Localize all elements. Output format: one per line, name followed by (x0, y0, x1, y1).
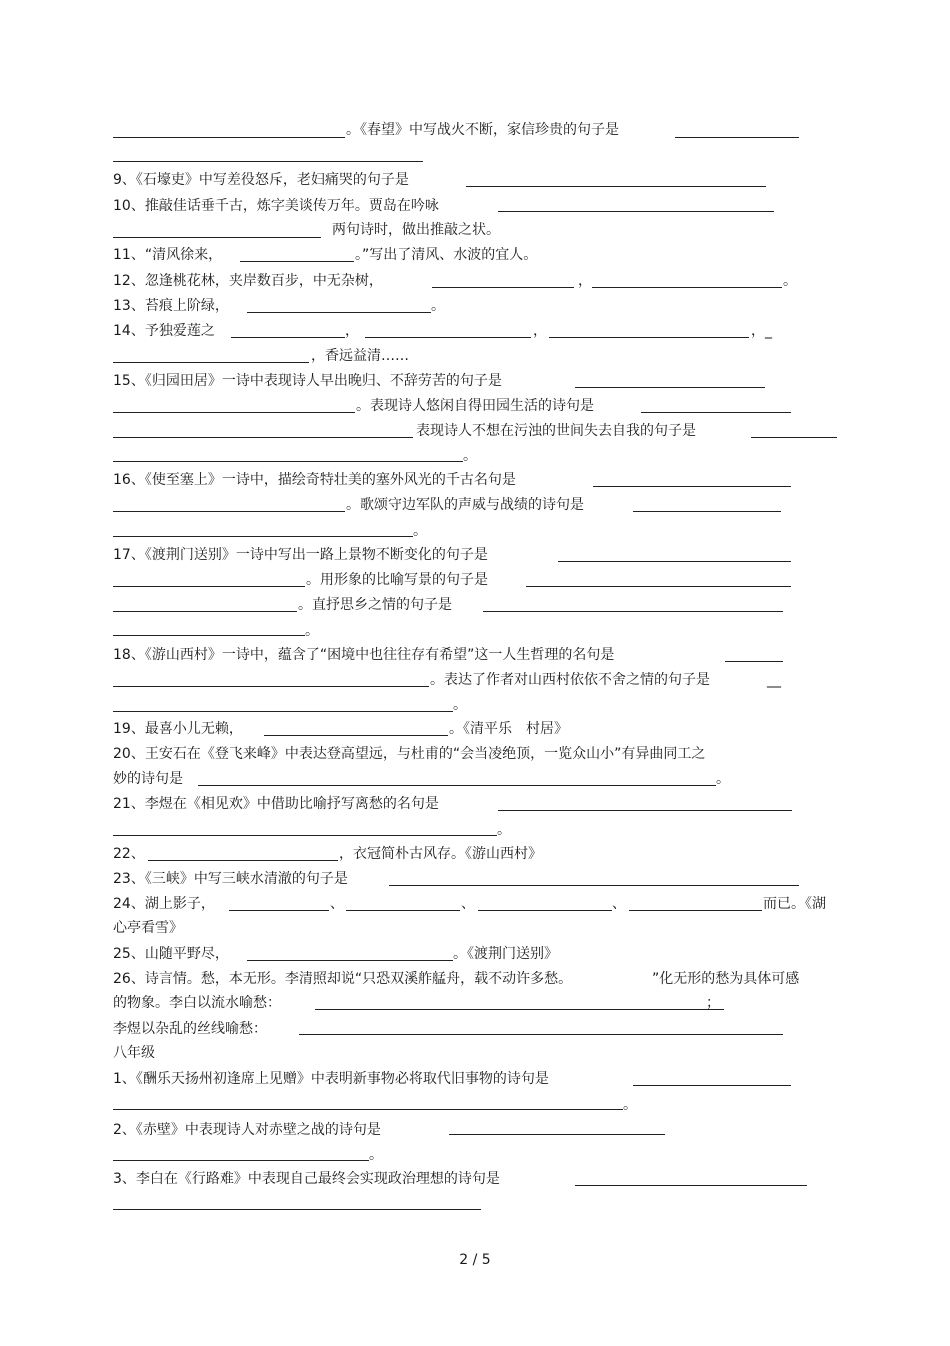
page-number: 2 / 5 (459, 1252, 491, 1268)
answer-blank[interactable] (592, 287, 782, 288)
question-23: 23、《三峡》中写三峡水清澈的句子是 (113, 871, 348, 887)
question-text: 。歌颂守边军队的声威与战绩的诗句是 (346, 497, 584, 513)
answer-blank[interactable] (148, 860, 338, 861)
answer-blank[interactable] (633, 511, 781, 512)
answer-blank[interactable] (240, 261, 354, 262)
question-text: 。 (623, 1097, 637, 1113)
question-text: 两句诗时，做出推敲之状。 (332, 222, 500, 238)
answer-blank[interactable] (751, 437, 837, 438)
question-text: 。表达了作者对山西村依依不舍之情的句子是 (430, 672, 710, 688)
question-text: 。 (369, 1147, 383, 1163)
question-22: 22、 (113, 846, 145, 862)
answer-blank[interactable] (113, 412, 355, 413)
question-text: 妙的诗句是 (113, 771, 183, 787)
question-text: 。《春望》中写战火不断，家信珍贵的句子是 (346, 122, 619, 138)
answer-blank[interactable] (526, 586, 791, 587)
answer-blank[interactable] (113, 161, 423, 162)
answer-blank[interactable] (549, 337, 749, 338)
question-24: 24、湖上影子， (113, 896, 215, 912)
answer-blank[interactable] (113, 137, 345, 138)
answer-blank[interactable] (498, 211, 774, 212)
answer-blank[interactable] (449, 1134, 665, 1135)
answer-blank[interactable] (483, 611, 783, 612)
question-text: 心亭看雪》 (113, 920, 183, 936)
question-11: 11、“清风徐来， (113, 247, 223, 263)
answer-blank[interactable] (629, 910, 762, 911)
question-text: ，_ (751, 323, 772, 339)
question-text: 表现诗人不想在污浊的世间失去自我的句子是 (416, 423, 696, 439)
answer-blank[interactable] (113, 437, 413, 438)
question-8-3: 3、李白在《行路难》中表现自己最终会实现政治理想的诗句是 (113, 1171, 500, 1187)
question-text: 。直抒思乡之情的句子是 (298, 597, 452, 613)
answer-blank[interactable] (113, 536, 413, 537)
question-9: 9、《石壕吏》中写差役怒斥，老妇痛哭的句子是 (113, 172, 409, 188)
question-text: 。表现诗人悠闲自得田园生活的诗句是 (356, 398, 594, 414)
answer-blank[interactable] (113, 711, 453, 712)
question-19: 19、最喜小儿无赖， (113, 721, 243, 737)
question-text: 。 (413, 523, 427, 539)
question-text: 。 (497, 822, 511, 838)
answer-blank[interactable] (641, 412, 791, 413)
answer-blank[interactable] (593, 486, 791, 487)
answer-blank[interactable] (113, 686, 429, 687)
answer-blank[interactable] (389, 885, 799, 886)
answer-blank[interactable] (113, 586, 305, 587)
answer-blank[interactable] (247, 312, 431, 313)
question-text: 。《渡荆门送别》 (453, 946, 558, 962)
question-20: 20、王安石在《登飞来峰》中表达登高望远，与杜甫的“会当凌绝顶，一览众山小”有异曲同工之 (113, 746, 706, 762)
question-text: 、 (612, 896, 626, 912)
question-text: 、 (461, 896, 475, 912)
answer-blank[interactable] (346, 910, 460, 911)
answer-blank[interactable] (113, 835, 497, 836)
question-8-2: 2、《赤壁》中表现诗人对赤壁之战的诗句是 (113, 1122, 381, 1138)
answer-blank[interactable] (633, 1085, 791, 1086)
answer-blank[interactable] (675, 137, 799, 138)
question-text: 。 (431, 298, 445, 314)
question-text: 而已。《湖 (763, 896, 826, 912)
answer-blank[interactable] (113, 635, 305, 636)
answer-blank[interactable] (558, 561, 791, 562)
answer-blank[interactable] (575, 387, 765, 388)
question-15: 15、《归园田居》一诗中表现诗人早出晚归、不辞劳苦的句子是 (113, 373, 502, 389)
answer-blank[interactable] (113, 461, 463, 462)
question-13: 13、苔痕上阶绿， (113, 298, 229, 314)
question-text: ”化无形的愁为具体可感 (652, 971, 800, 987)
question-14: 14、予独爱莲之 (113, 323, 215, 339)
question-text: 。”写出了清风、水波的宜人。 (355, 247, 538, 263)
question-21: 21、李煜在《相见欢》中借助比喻抒写离愁的名句是 (113, 796, 439, 812)
question-10: 10、推敲佳话垂千古，炼字美谈传万年。贾岛在吟咏 (113, 198, 439, 214)
answer-blank[interactable] (231, 337, 345, 338)
question-text: ； (706, 995, 720, 1011)
question-text: ， (578, 273, 592, 289)
answer-blank[interactable] (575, 1185, 807, 1186)
question-text: 。《清平乐 村居》 (449, 721, 568, 737)
question-text: 。 (305, 623, 319, 639)
answer-blank[interactable] (725, 661, 783, 662)
question-18: 18、《游山西村》一诗中，蕴含了“困境中也往往存有希望”这一人生哲理的名句是 (113, 647, 615, 663)
answer-blank[interactable] (113, 362, 309, 363)
question-text: 。 (716, 771, 730, 787)
answer-blank[interactable] (466, 186, 766, 187)
question-17: 17、《渡荆门送别》一诗中写出一路上景物不断变化的句子是 (113, 547, 488, 563)
answer-blank[interactable] (264, 735, 448, 736)
answer-blank[interactable] (113, 511, 345, 512)
answer-blank[interactable] (247, 960, 453, 961)
answer-blank[interactable] (315, 1009, 724, 1010)
question-25: 25、山随平野尽， (113, 946, 229, 962)
answer-blank[interactable] (113, 1160, 369, 1161)
question-text: 。 (453, 697, 467, 713)
question-text: ，衣冠简朴古风存。《游山西村》 (339, 846, 542, 862)
question-text: __ (767, 672, 781, 688)
answer-blank[interactable] (113, 237, 321, 238)
answer-blank[interactable] (113, 1109, 623, 1110)
question-text: 的物象。李白以流水喻愁： (113, 995, 281, 1011)
answer-blank[interactable] (365, 337, 531, 338)
answer-blank[interactable] (478, 910, 612, 911)
answer-blank[interactable] (198, 785, 716, 786)
question-text: 。 (783, 273, 797, 289)
question-26: 26、诗言情。愁，本无形。李清照却说“只恐双溪舴艋舟，载不动许多愁。 (113, 971, 573, 987)
answer-blank[interactable] (113, 1209, 481, 1210)
question-12: 12、忽逢桃花林，夹岸数百步，中无杂树， (113, 273, 383, 289)
answer-blank[interactable] (498, 810, 792, 811)
question-16: 16、《使至塞上》一诗中，描绘奇特壮美的塞外风光的千古名句是 (113, 472, 516, 488)
question-8-1: 1、《酬乐天扬州初逢席上见赠》中表明新事物必将取代旧事物的诗句是 (113, 1071, 549, 1087)
answer-blank[interactable] (432, 287, 574, 288)
answer-blank[interactable] (229, 910, 329, 911)
answer-blank[interactable] (113, 611, 297, 612)
question-text: 、 (330, 896, 344, 912)
question-text: 。 (463, 448, 477, 464)
section-heading: 八年级 (113, 1045, 155, 1061)
question-text: ， (345, 323, 359, 339)
answer-blank[interactable] (299, 1034, 783, 1035)
question-text: ， (533, 323, 547, 339)
question-text: 李煜以杂乱的丝线喻愁： (113, 1021, 267, 1037)
question-text: ，香远益清…… (311, 348, 409, 364)
question-text: 。用形象的比喻写景的句子是 (306, 572, 488, 588)
